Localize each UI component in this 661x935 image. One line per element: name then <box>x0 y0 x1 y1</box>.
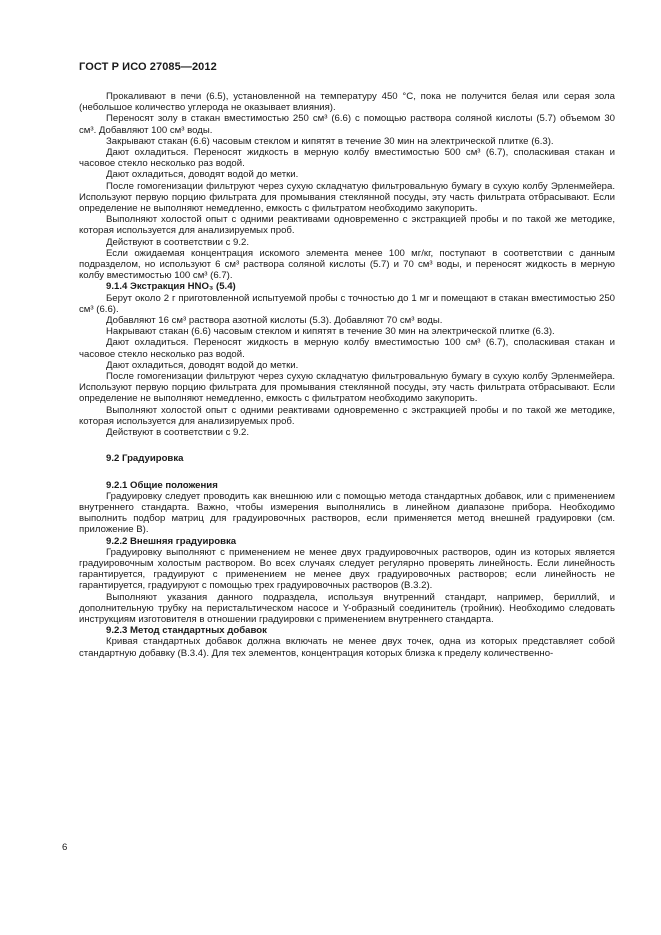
document-body <box>79 91 615 659</box>
paragraph: Кривая стандартных добавок должна включать не менее двух точек, одна из которых представляет собой стандартную добавку (В.3.4). Для тех элементов, концентрация которых близка к пределу количественно- <box>79 636 615 659</box>
paragraph: Если ожидаемая концентрация искомого элемента менее 100 мг/кг, поступают в соответствии с данным подразделом, но используют 6 см³ раствора соляной кислоты (5.7) и 70 см³ воды, и переносят жидкость в мерную колбу вместимостью 100 см³ (6.7). <box>79 247 615 282</box>
page-number: 6 <box>62 842 68 853</box>
paragraph: Добавляют 16 см³ раствора азотной кислоты (5.3). Добавляют 70 см³ воды. <box>106 315 443 327</box>
paragraph: Накрывают стакан (6.6) часовым стеклом и кипятят в течение 30 мин на электрической плитке (6.3). <box>106 326 555 338</box>
paragraph: Выполняют холостой опыт с одними реактивами одновременно с экстракцией пробы и по такой же методике, которая используется для анализируемых проб. <box>79 214 615 237</box>
paragraph: Действуют в соответствии с 9.2. <box>106 236 250 248</box>
paragraph: Прокаливают в печи (6.5), установленной на температуру 450 °С, пока не получится белая или серая зола (небольшое количество углерода не оказывает влияния). <box>79 91 615 114</box>
paragraph: Дают охладиться, доводят водой до метки. <box>106 169 299 181</box>
paragraph: Переносят золу в стакан вместимостью 250 см³ (6.6) с помощью раствора соляной кислоты (5.7) объемом 30 см³. Добавляют 100 см³ воды. <box>79 113 615 136</box>
paragraph: Дают охладиться. Переносят жидкость в мерную колбу вместимостью 100 см³ (6.7), споласкивая стакан и часовое стекло несколько раз водой. <box>79 337 615 360</box>
paragraph: После гомогенизации фильтруют через сухую складчатую фильтровальную бумагу в сухую колбу Эрленмейера. Используют первую порцию фильтрата для промывания стеклянной посуды, эту часть фильтрата отбрасывают. Если определение не выполняют немедленно, емкость с фильтратом необходимо закупорить. <box>79 371 615 405</box>
subsection-heading: 9.1.4 Экстракция HNO₃ (5.4) <box>106 281 236 293</box>
paragraph: Берут около 2 г приготовленной испытуемой пробы с точностью до 1 мг и помещают в стакан вместимостью 250 см³ (6.6). <box>79 292 615 315</box>
paragraph: Выполняют холостой опыт с одними реактивами одновременно с экстракцией пробы и по такой же методике, которая используется для анализируемых проб. <box>79 404 615 427</box>
subsection-heading: 9.2.3 Метод стандартных добавок <box>106 625 267 637</box>
standard-header: ГОСТ Р ИСО 27085—2012 <box>79 61 217 73</box>
paragraph: Выполняют указания данного подраздела, используя внутренний стандарт, например, бериллий, и дополнительную трубку на перистальтическом насосе и Y-образный соединитель (тройник). Необходимо следовать инструкциям изготовителя в отношении градуировки с применением внутреннего стандарта. <box>79 591 615 625</box>
paragraph: Закрывают стакан (6.6) часовым стеклом и кипятят в течение 30 мин на электрической плитке (6.3). <box>106 135 554 147</box>
subsection-heading: 9.2.1 Общие положения <box>106 479 218 491</box>
paragraph: Дают охладиться. Переносят жидкость в мерную колбу вместимостью 500 см³ (6.7), споласкивая стакан и часовое стекло несколько раз водой. <box>79 147 615 170</box>
paragraph: После гомогенизации фильтруют через сухую складчатую фильтровальную бумагу в сухую колбу Эрленмейера. Используют первую порцию фильтрата для промывания стеклянной посуды, эту часть фильтрата отбрасывают. Если определение не выполняют немедленно, емкость с фильтратом необходимо закупорить. <box>79 180 615 215</box>
paragraph: Градуировку выполняют с применением не менее двух градуировочных растворов, один из которых является градуировочным холостым раствором. Во всех случаях следует регулярно проверять линейность. Если линейность гарантируется, градуируют с применением не менее двух градуировочных растворов; если линейность не гарантируется, градуируют с помощью трех градуировочных растворов (В.3.2). <box>79 546 615 592</box>
section-heading: 9.2 Градуировка <box>106 453 184 465</box>
paragraph: Действуют в соответствии с 9.2. <box>106 427 250 439</box>
paragraph: Дают охладиться, доводят водой до метки. <box>106 359 299 371</box>
subsection-heading: 9.2.2 Внешняя градуировка <box>106 535 237 547</box>
paragraph: Градуировку следует проводить как внешнюю или с помощью метода стандартных добавок, или с применением внутреннего стандарта. Важно, чтобы измерения выполнялись в линейном диапазоне прибора. Необходимо выполнить подбор матриц для градуировочных растворов, если применяется метод внешней градуировки (см. приложение В). <box>79 490 615 536</box>
